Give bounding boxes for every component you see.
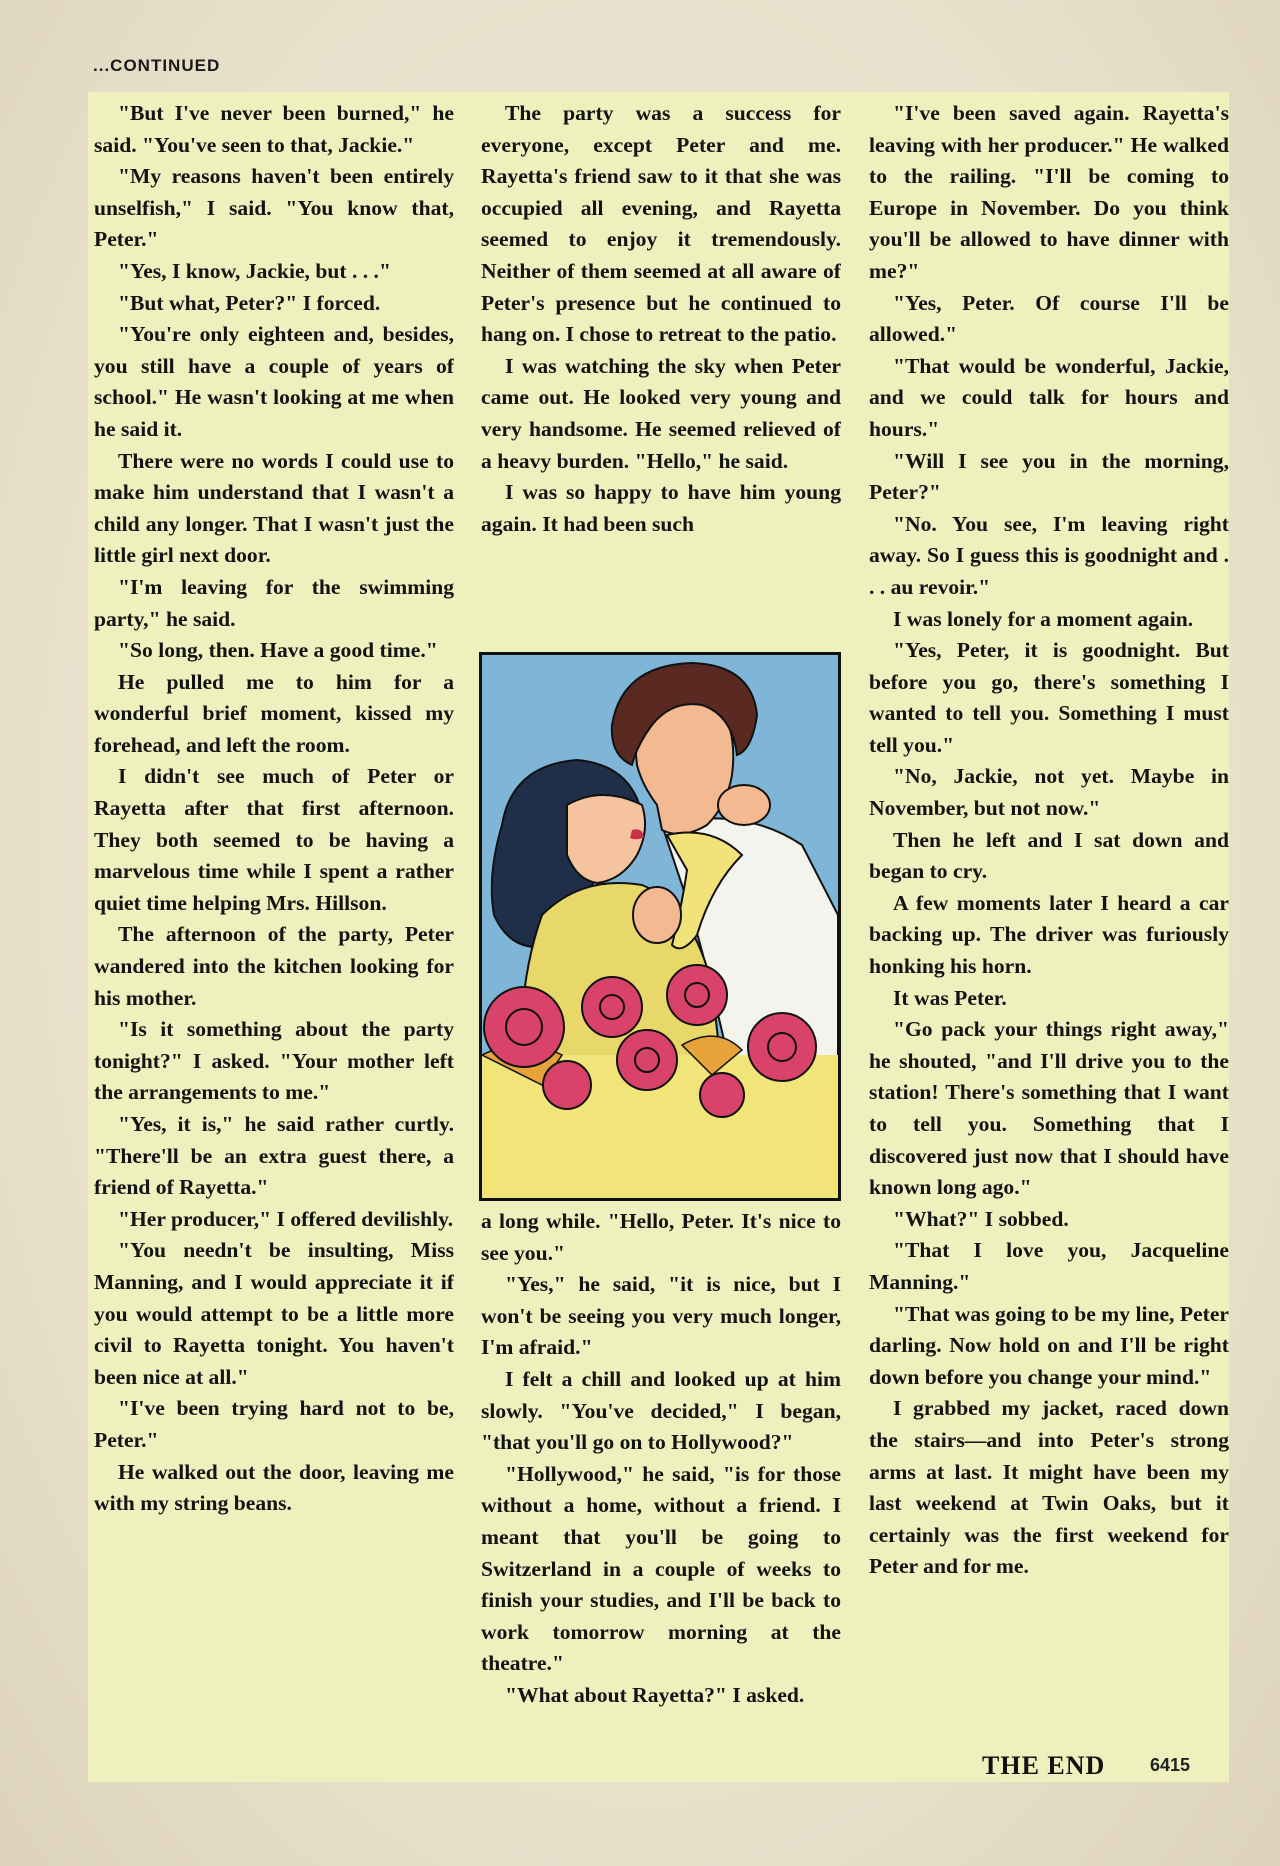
story-paragraph: He pulled me to him for a wonderful brief moment, kissed my forehead, and left the room.: [94, 669, 454, 757]
rose-icon: [543, 1061, 591, 1109]
story-paragraph: "No, Jackie, not yet. Maybe in November, but not now.": [869, 764, 1229, 821]
story-paragraph: "Yes, Peter. Of course I'll be allowed.": [869, 290, 1229, 347]
story-paragraph: I didn't see much of Peter or Rayetta after that first afternoon. They both seemed to be having a marvelous time while I spent a rather quiet time helping Mrs. Hillson.: [94, 764, 454, 915]
rose-icon: [748, 1013, 816, 1081]
story-paragraph: "You're only eighteen and, besides, you still have a couple of years of school." He wasn't looking at me when he said it.: [94, 322, 454, 441]
story-paragraph: I was lonely for a moment again.: [893, 606, 1194, 631]
story-column-3: [869, 98, 1229, 1778]
story-paragraph: The afternoon of the party, Peter wandered into the kitchen looking for his mother.: [94, 922, 454, 1010]
rose-icon: [484, 987, 564, 1067]
story-paragraph: A few moments later I heard a car backing up. The driver was furiously honking his horn.: [869, 890, 1229, 979]
story-paragraph: "Will I see you in the morning, Peter?": [869, 448, 1229, 505]
story-paragraph: "You needn't be insulting, Miss Manning, and I would appreciate it if you would attempt to be a little more civil to Rayetta tonight. You haven't been nice at all.": [94, 1238, 454, 1389]
woman-hand: [718, 785, 770, 825]
story-column-1: [94, 98, 454, 1778]
story-paragraph: "But I've never been burned," he said. "You've seen to that, Jackie.": [94, 101, 454, 157]
rose-icon: [667, 965, 727, 1025]
the-end-label: THE END: [982, 1751, 1106, 1780]
story-paragraph: "Go pack your things right away," he shouted, "and I'll drive you to the station! There's something that I want to tell you. Something that I discovered just now that I should have known long ago.": [869, 1017, 1229, 1200]
story-paragraph: a long while. "Hello, Peter. It's nice to see you.": [481, 1209, 841, 1265]
kissing-couple-illustration: [479, 652, 841, 1201]
story-paragraph: "I've been saved again. Rayetta's leaving with her producer." He walked to the railing. "I'll be coming to Europe in November. Do you think you'll be allowed to have dinner with me?": [869, 101, 1229, 283]
story-paragraph: I was watching the sky when Peter came out. He looked very young and very handsome. He seemed relieved of a heavy burden. "Hello," he said.: [481, 353, 841, 473]
continued-header: ...CONTINUED: [93, 56, 221, 75]
story-paragraph: "Yes, I know, Jackie, but . . .": [118, 258, 391, 283]
illustration-svg: [482, 655, 838, 1198]
story-paragraph: "What?" I sobbed.: [893, 1206, 1069, 1231]
story-paragraph: "No. You see, I'm leaving right away. So I guess this is goodnight and . . . au revoir.": [869, 511, 1229, 599]
story-paragraph: "My reasons haven't been entirely unselfish," I said. "You know that, Peter.": [94, 164, 454, 252]
story-paragraph: "So long, then. Have a good time.": [118, 638, 438, 663]
story-paragraph: I was so happy to have him young again. It had been such: [481, 480, 841, 536]
story-paragraph: "Yes," he said, "it is nice, but I won't be seeing you very much longer, I'm afraid.": [481, 1272, 841, 1360]
story-paragraph: "Hollywood," he said, "is for those without a home, without a friend. I meant that you'll be going to Switzerland in a couple of weeks to finish your studies, and I'll be back to work tomorrow morning at the theatre.": [481, 1461, 841, 1676]
story-paragraph: "Yes, it is," he said rather curtly. "There'll be an extra guest there, a friend of Rayetta.": [94, 1112, 454, 1200]
story-paragraph: "That would be wonderful, Jackie, and we could talk for hours and hours.": [869, 353, 1229, 441]
story-paragraph: "I've been trying hard not to be, Peter.": [94, 1396, 454, 1452]
story-paragraph: I felt a chill and looked up at him slowly. "You've decided," I began, "that you'll go on to Hollywood?": [481, 1366, 841, 1455]
story-code-number: 6415: [1150, 1755, 1191, 1775]
rose-icon: [617, 1030, 677, 1090]
story-paragraph: "Yes, Peter, it is goodnight. But before you go, there's something I wanted to tell you. Something I must tell you.": [869, 638, 1229, 757]
story-paragraph: Then he left and I sat down and began to cry.: [869, 827, 1229, 884]
story-paragraph: "Is it something about the party tonight?" I asked. "Your mother left the arrangements to me.": [94, 1017, 454, 1105]
story-paragraph: "That I love you, Jacqueline Manning.": [869, 1238, 1229, 1294]
story-paragraph: "I'm leaving for the swimming party," he said.: [94, 574, 454, 631]
story-paragraph: "Her producer," I offered devilishly.: [118, 1206, 454, 1231]
story-paragraph: He walked out the door, leaving me with my string beans.: [94, 1459, 454, 1516]
story-column-2-bottom: [481, 1206, 841, 1776]
story-paragraph: It was Peter.: [893, 985, 1007, 1010]
story-paragraph: "But what, Peter?" I forced.: [118, 290, 381, 315]
story-paragraph: "That was going to be my line, Peter darling. Now hold on and I'll be right down before you change your mind.": [869, 1301, 1229, 1389]
story-column-2-top: [481, 98, 841, 638]
story-paragraph: The party was a success for everyone, except Peter and me. Rayetta's friend saw to it that she was occupied all evening, and Rayetta seemed to enjoy it tremendously. Neither of them seemed at all aware of Peter's presence but he continued to hang on. I chose to retreat to the patio.: [481, 101, 841, 347]
man-hand: [633, 887, 681, 943]
story-paragraph: There were no words I could use to make him understand that I wasn't a child any longer. That I wasn't just the little girl next door.: [94, 448, 454, 568]
rose-icon: [582, 977, 642, 1037]
story-paragraph: I grabbed my jacket, raced down the stairs—and into Peter's strong arms at last. It might have been my last weekend at Twin Oaks, but it certainly was the first weekend for Peter and for me.: [869, 1396, 1229, 1579]
rose-icon: [700, 1073, 744, 1117]
story-paragraph: "What about Rayetta?" I asked.: [505, 1682, 805, 1707]
